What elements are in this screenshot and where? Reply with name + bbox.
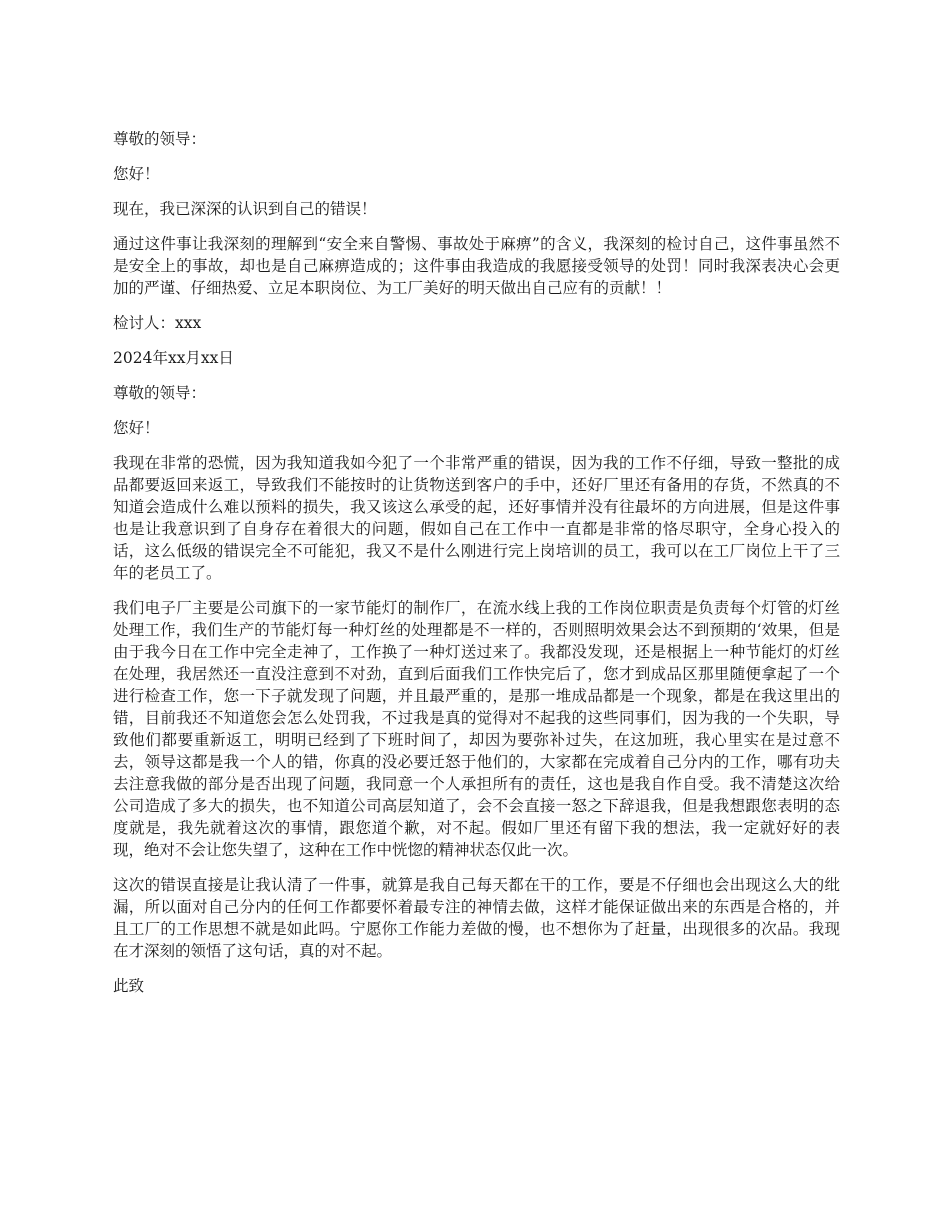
paragraph: 我现在非常的恐慌，因为我知道我如今犯了一个非常严重的错误，因为我的工作不仔细，导致一整批的成品都要返回来返工，导致我们不能按时的让货物送到客户的手中，还好厂里还有备用的存货，不然真的不知道会造成什么难以预料的损失，我又该这么承受的起，还好事情并没有往最坏的方向进展，但是这件事也是让我意识到了自身存在着很大的问题，假如自己在工作中一直都是非常的恪尽职守，全身心投入的话，这么低级的错误完全不可能犯，我又不是什么刚进行完上岗培训的员工，我可以在工厂岗位上干了三年的老员工了。 bbox=[113, 454, 840, 582]
paragraph: 现在，我已深深的认识到自己的错误！ bbox=[113, 200, 377, 218]
greeting: 您好！ bbox=[113, 165, 160, 183]
paragraph: 通过这件事让我深刻的理解到“安全来自警惕、事故处于麻痹”的含义，我深刻的检讨自己，这件事虽然不是安全上的事故，却也是自己麻痹造成的；这件事由我造成的我愿接受领导的处罚！同时我深表决心会更加的严谨、仔细热爱、立足本职岗位、为工厂美好的明天做出自己应有的贡献！！ bbox=[113, 235, 840, 297]
salutation: 尊敬的领导： bbox=[113, 384, 207, 402]
salutation: 尊敬的领导： bbox=[113, 130, 207, 148]
signature-date: 2024年xx月xx日 bbox=[113, 349, 234, 367]
paragraph: 我们电子厂主要是公司旗下的一家节能灯的制作厂，在流水线上我的工作岗位职责是负责每个灯管的灯丝处理工作，我们生产的节能灯每一种灯丝的处理都是不一样的，否则照明效果会达不到预期的‘效果，但是由于我今日在工作中完全走神了，工作换了一种灯送过来了。我都没发现，还是根据上一种节能灯的灯丝在处理，我居然还一直没注意到不对劲，直到后面我们工作快完后了，您才到成品区那里随便拿起了一个进行检查工作，您一下子就发现了问题，并且最严重的，是那一堆成品都是一个现象，都是在我这里出的错，目前我还不知道您会怎么处罚我，不过我是真的觉得对不起我的这些同事们，因为我的一个失职，导致他们都要重新返工，明明已经到了下班时间了，却因为要弥补过失，在这加班，我心里实在是过意不去，领导这都是我一个人的错，你真的没必要迁怒于他们的，大家都在完成着自己分内的工作，哪有功夫去注意我做的部分是否出现了问题，我同意一个人承担所有的责任，这也是我自作自受。我不清楚这次给公司造成了多大的损失，也不知道公司高层知道了，会不会直接一怒之下辞退我，但是我想跟您表明的态度就是，我先就着这次的事情，跟您道个歉，对不起。假如厂里还有留下我的想法，我一定就好好的表现，绝对不会让您失望了，这种在工作中恍惚的精神状态仅此一次。 bbox=[113, 599, 840, 859]
closing: 此致 bbox=[113, 977, 145, 995]
document-body bbox=[113, 128, 840, 1010]
paragraph: 这次的错误直接是让我认清了一件事，就算是我自己每天都在干的工作，要是不仔细也会出现这么大的纰漏，所以面对自己分内的任何工作都要怀着最专注的神情去做，这样才能保证做出来的东西是合格的，并且工厂的工作思想不就是如此吗。宁愿你工作能力差做的慢，也不想你为了赶量，出现很多的次品。我现在才深刻的领悟了这句话，真的对不起。 bbox=[113, 876, 840, 960]
signature-author: 检讨人：xxx bbox=[113, 314, 202, 332]
greeting: 您好！ bbox=[113, 419, 160, 437]
